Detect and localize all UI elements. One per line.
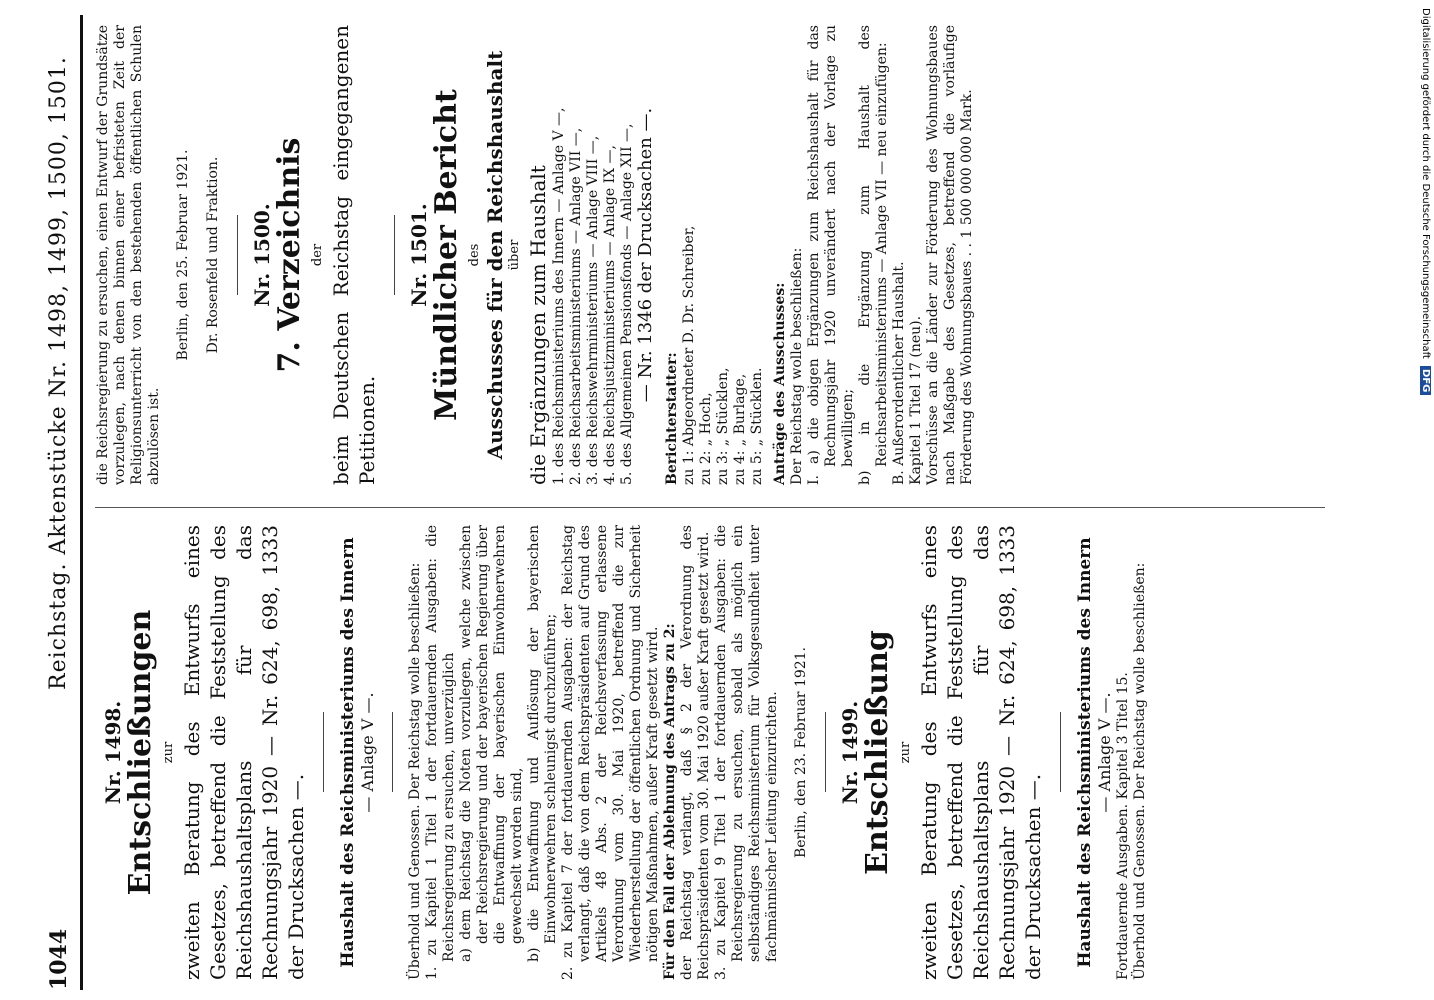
- fallback-heading: Für den Fall der Ablehnung des Antrags zu 2:: [662, 623, 678, 980]
- list-item: b) die Entwaffnung und Auflösung der bayerischen Einwohnerwehren schleunigst durchzuführen;: [526, 525, 559, 962]
- signature-date: Berlin, den 25. Februar 1921.: [175, 149, 191, 361]
- supplement-list: [551, 25, 636, 485]
- zur-label: zur: [898, 741, 913, 764]
- heading-bericht: Mündlicher Bericht: [429, 89, 464, 421]
- motions-list: [806, 25, 891, 485]
- list-item: 3. des Reichswehrministeriums — Anlage VIII —,: [585, 135, 601, 485]
- doc-number-1501: Nr. 1501.: [407, 203, 431, 307]
- header-title: Reichstag. Aktenstücke Nr. 1498, 1499, 1500, 1501.: [46, 56, 71, 690]
- list-item: 3. zu Kapitel 9 Titel 1 der fortdauernden Ausgaben: die Reichsregierung zu ersuchen, sobald als möglich ein selbständiges Reichsministerium für Volksgesundheit unter fachmännischer Leitung einzurichten.: [713, 525, 780, 980]
- anlage-label: — Anlage V —.: [1095, 692, 1114, 813]
- section-heading: Haushalt des Reichsministeriums des Innern: [1075, 537, 1095, 968]
- drucksachen-ref: — Nr. 1346 der Drucksachen —.: [635, 107, 656, 403]
- reporter-item: zu 5: „ Stücklen.: [749, 367, 765, 485]
- reporters-list: [681, 25, 766, 485]
- reporters-heading: Berichterstatter:: [664, 352, 680, 485]
- motions-heading: Anträge des Ausschusses:: [772, 282, 788, 485]
- heading-entschliessungen: Entschließungen: [123, 609, 158, 896]
- list-item: 1. des Reichsministeriums des Innern — Anlage V —,: [551, 107, 567, 485]
- chapter-title: Kapitel 1 Titel 17 (neu).: [908, 315, 924, 485]
- right-column: [95, 25, 1370, 485]
- continued-text: die Reichsregierung zu ersuchen, einen Entwurf der Grundsätze vorzulegen, nach denen binnen einer befristeten Zeit der Religionsunterricht von den bestehenden öffentlichen Schulen abzulösen ist.: [95, 25, 162, 485]
- des-label: des: [467, 243, 482, 267]
- petitions-text: beim Deutschen Reichstag eingegangenen Petitionen.: [329, 25, 379, 485]
- signature-name: Dr. Rosenfeld und Fraktion.: [205, 156, 221, 354]
- chapter-ref: Fortdauernde Ausgaben. Kapitel 3 Titel 15.: [1115, 672, 1131, 980]
- advance-payment-text: Vorschüsse an die Länder zur Förderung des Wohnungsbaues nach Maßgabe des Gesetzes, betreffend die vorläufige Förderung des Wohnungsbaues . . 1 500 000 000 Mark.: [925, 25, 975, 485]
- fallback-text: der Reichstag verlangt, daß § 2 der Verordnung des Reichspräsidenten vom 30. Mai 1920 außer Kraft gesetzt wird.: [679, 525, 712, 980]
- reporter-item: zu 3: „ Stücklen,: [715, 367, 731, 485]
- divider: [237, 215, 238, 295]
- reporter-item: zu 1: Abgeordneter D. Dr. Schreiber,: [681, 225, 697, 485]
- resolution-list: [424, 525, 662, 980]
- signature-date: Berlin, den 23. Februar 1921.: [793, 646, 809, 859]
- page-header: [40, 15, 83, 990]
- intro-text: Überhold und Genossen. Der Reichstag wolle beschließen:: [1132, 562, 1148, 980]
- reporter-item: zu 2: „ Hoch,: [698, 392, 714, 485]
- divider: [1060, 713, 1061, 793]
- funding-note: [1420, 8, 1431, 395]
- ueber-label: über: [507, 239, 522, 271]
- zur-label: zur: [161, 741, 176, 764]
- list-item: 5. des Allgemeinen Pensionsfonds — Anlage XII —,: [619, 123, 635, 485]
- divider: [825, 713, 826, 793]
- committee-name: Ausschusses für den Reichshaushalt: [483, 50, 507, 460]
- page-number: 1044: [46, 928, 72, 990]
- list-item: 1. zu Kapitel 1 Titel 1 der fortdauernden Ausgaben: die Reichsregierung zu ersuchen, unverzüglich: [424, 525, 457, 980]
- list-item: 2. des Reichsarbeitsministeriums — Anlage VII —,: [568, 127, 584, 485]
- column-divider: [95, 507, 1325, 508]
- intro-text: Überhold und Genossen. Der Reichstag wolle beschließen:: [407, 562, 423, 980]
- resolution-list: [713, 525, 781, 980]
- list-item: 2. zu Kapitel 7 der fortdauernden Ausgaben: der Reichstag verlangt, daß die von dem Reichspräsidenten auf Grund des Artikels 48 Abs. 2 der Reichsverfassung erlassene Verordnung vom 30. Mai 1920, betreffend die zur Wiederherstellung der öffentlichen Ordnung und Sicherheit nötigen Maßnahmen, außer Kraft gesetzt wird.: [560, 525, 661, 980]
- left-column: [95, 525, 1370, 980]
- divider: [394, 215, 395, 295]
- doc-number-1499: Nr. 1499.: [838, 700, 862, 805]
- divider: [392, 713, 393, 793]
- heading-verzeichnis: 7. Verzeichnis: [272, 137, 307, 373]
- funding-sidebar: [1411, 8, 1431, 998]
- funding-text: Digitalisierung gefördert durch die Deutsche Forschungsgemeinschaft: [1420, 8, 1431, 359]
- budget-subheading: B. Außerordentlicher Haushalt.: [891, 261, 907, 485]
- list-item: I. a) die obigen Ergänzungen zum Reichshaushalt für das Rechnungsjahr 1920 unverändert nach der Vorlage zu bewilligen;: [806, 25, 856, 485]
- list-item: 4. des Reichsjustizministeriums — Anlage IX —,: [602, 145, 618, 485]
- doc-number-1500: Nr. 1500.: [250, 203, 274, 307]
- reporter-item: zu 4: „ Burlage,: [732, 373, 748, 485]
- heading-entschliessung: Entschließung: [860, 630, 895, 875]
- der-label: der: [310, 243, 325, 267]
- paragraph-beratung: zweiten Beratung des Entwurfs eines Gesetzes, betreffend die Feststellung des Reichshaushaltsplans für das Rechnungsjahr 1920 — Nr. 624, 698, 1333 der Drucksachen —.: [917, 525, 1045, 980]
- resolve-intro: Der Reichstag wolle beschließen:: [789, 247, 805, 485]
- section-heading: Haushalt des Reichsministeriums des Innern: [338, 537, 358, 968]
- list-item: b) in die Ergänzung zum Haushalt des Reichsarbeitsministeriums — Anlage VII — neu einzufügen:: [857, 25, 890, 485]
- divider: [323, 713, 324, 793]
- ergaenzungen-text: die Ergänzungen zum Haushalt: [526, 165, 550, 485]
- doc-number-1498: Nr. 1498.: [101, 700, 125, 805]
- dfg-logo: DFG: [1420, 366, 1431, 395]
- anlage-label: — Anlage V —.: [358, 692, 377, 813]
- list-item: a) dem Reichstag die Noten vorzulegen, welche zwischen der Reichsregierung und der bayerischen Regierung über die Entwaffnung der bayerischen Einwohnerwehren gewechselt worden sind,: [458, 525, 525, 962]
- paragraph-beratung: zweiten Beratung des Entwurfs eines Gesetzes, betreffend die Feststellung des Reichshaushaltsplans für das Rechnungsjahr 1920 — Nr. 624, 698, 1333 der Drucksachen —.: [180, 525, 308, 980]
